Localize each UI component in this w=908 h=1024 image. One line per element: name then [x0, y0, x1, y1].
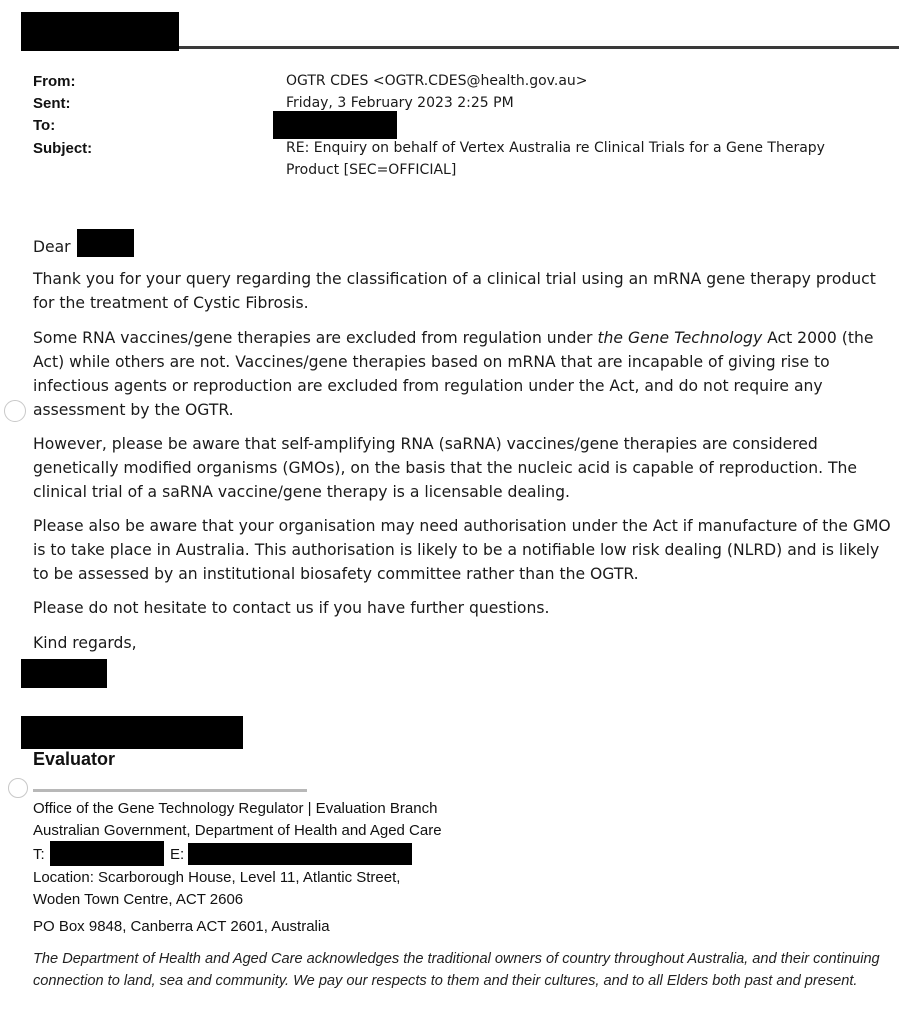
- signature-department: Australian Government, Department of Health and Aged Care: [33, 822, 442, 839]
- sent-value: Friday, 3 February 2023 2:25 PM: [286, 95, 514, 111]
- scan-artifact-circle: [4, 400, 26, 422]
- header-divider: [179, 46, 899, 49]
- paragraph-2-part-b: Act 2000 (the Act) while others are not. Vaccines/gene therapies based on mRNA that are incapable of giving rise to infectious agents or reproduction are excluded from regulation under the Act, and do not require any assessment by the OGTR.: [33, 329, 874, 419]
- redacted-email: [188, 843, 412, 865]
- redacted-recipient: [273, 111, 397, 139]
- from-value: OGTR CDES <OGTR.CDES@health.gov.au>: [286, 73, 588, 89]
- location-line-2: Woden Town Centre, ACT 2606: [33, 891, 244, 908]
- paragraph-1-text: Thank you for your query regarding the classification of a clinical trial using an mRNA gene therapy product for the treatment of Cystic Fibrosis.: [33, 270, 876, 312]
- scan-artifact-circle: [8, 778, 28, 798]
- paragraph-4-text: Please also be aware that your organisation may need authorisation under the Act if manufacture of the GMO is to take place in Australia. This authorisation is likely to be a notifiable low risk dealing (NLRD) and is likely to be assessed by an institutional biosafety committee rather than the OGTR.: [33, 517, 891, 583]
- paragraph-3: [33, 432, 895, 504]
- redacted-signer-first: [21, 659, 107, 688]
- signature-office: Office of the Gene Technology Regulator | Evaluation Branch: [33, 800, 438, 817]
- paragraph-5: [33, 596, 895, 620]
- redacted-addressee: [77, 229, 134, 257]
- paragraph-2-text: [33, 326, 895, 422]
- po-box: PO Box 9848, Canberra ACT 2601, Australia: [33, 918, 330, 935]
- paragraph-4: [33, 514, 895, 586]
- act-name-italic: the Gene Technology: [597, 329, 763, 347]
- paragraph-2-part-a: Some RNA vaccines/gene therapies are excluded from regulation under: [33, 329, 598, 347]
- location-line-1: Location: Scarborough House, Level 11, Atlantic Street,: [33, 869, 401, 886]
- subject-line-1: RE: Enquiry on behalf of Vertex Australia re Clinical Trials for a Gene Therapy: [286, 140, 825, 156]
- from-label: From:: [33, 73, 76, 90]
- paragraph-3-text: However, please be aware that self-amplifying RNA (saRNA) vaccines/gene therapies are considered genetically modified organisms (GMOs), on the basis that the nucleic acid is capable of reproduction. The clinical trial of a saRNA vaccine/gene therapy is a licensable dealing.: [33, 435, 858, 501]
- acknowledgement-of-country: The Department of Health and Aged Care acknowledges the traditional owners of country throughout Australia, and their continuing connection to land, sea and community. We pay our respects to them and their cultures, and to all Elders both past and present.: [33, 951, 880, 989]
- redacted-signer-name: [21, 716, 243, 749]
- signature-title: Evaluator: [33, 749, 116, 769]
- signature-divider: [33, 789, 307, 792]
- email-label: E:: [170, 846, 185, 863]
- redacted-phone: [50, 841, 164, 866]
- paragraph-5-text: Please do not hesitate to contact us if you have further questions.: [33, 599, 550, 617]
- sent-label: Sent:: [33, 95, 71, 112]
- closing-text: Kind regards,: [33, 634, 137, 652]
- greeting: [33, 235, 71, 259]
- closing: [33, 631, 895, 655]
- paragraph-2: [33, 326, 895, 422]
- subject-line-2: Product [SEC=OFFICIAL]: [286, 162, 457, 178]
- to-label: To:: [33, 117, 56, 134]
- subject-label: Subject:: [33, 140, 93, 157]
- redacted-sender-name: [21, 12, 179, 51]
- phone-label: T:: [33, 846, 45, 863]
- greeting-text: Dear: [33, 238, 71, 256]
- paragraph-1: [33, 267, 895, 315]
